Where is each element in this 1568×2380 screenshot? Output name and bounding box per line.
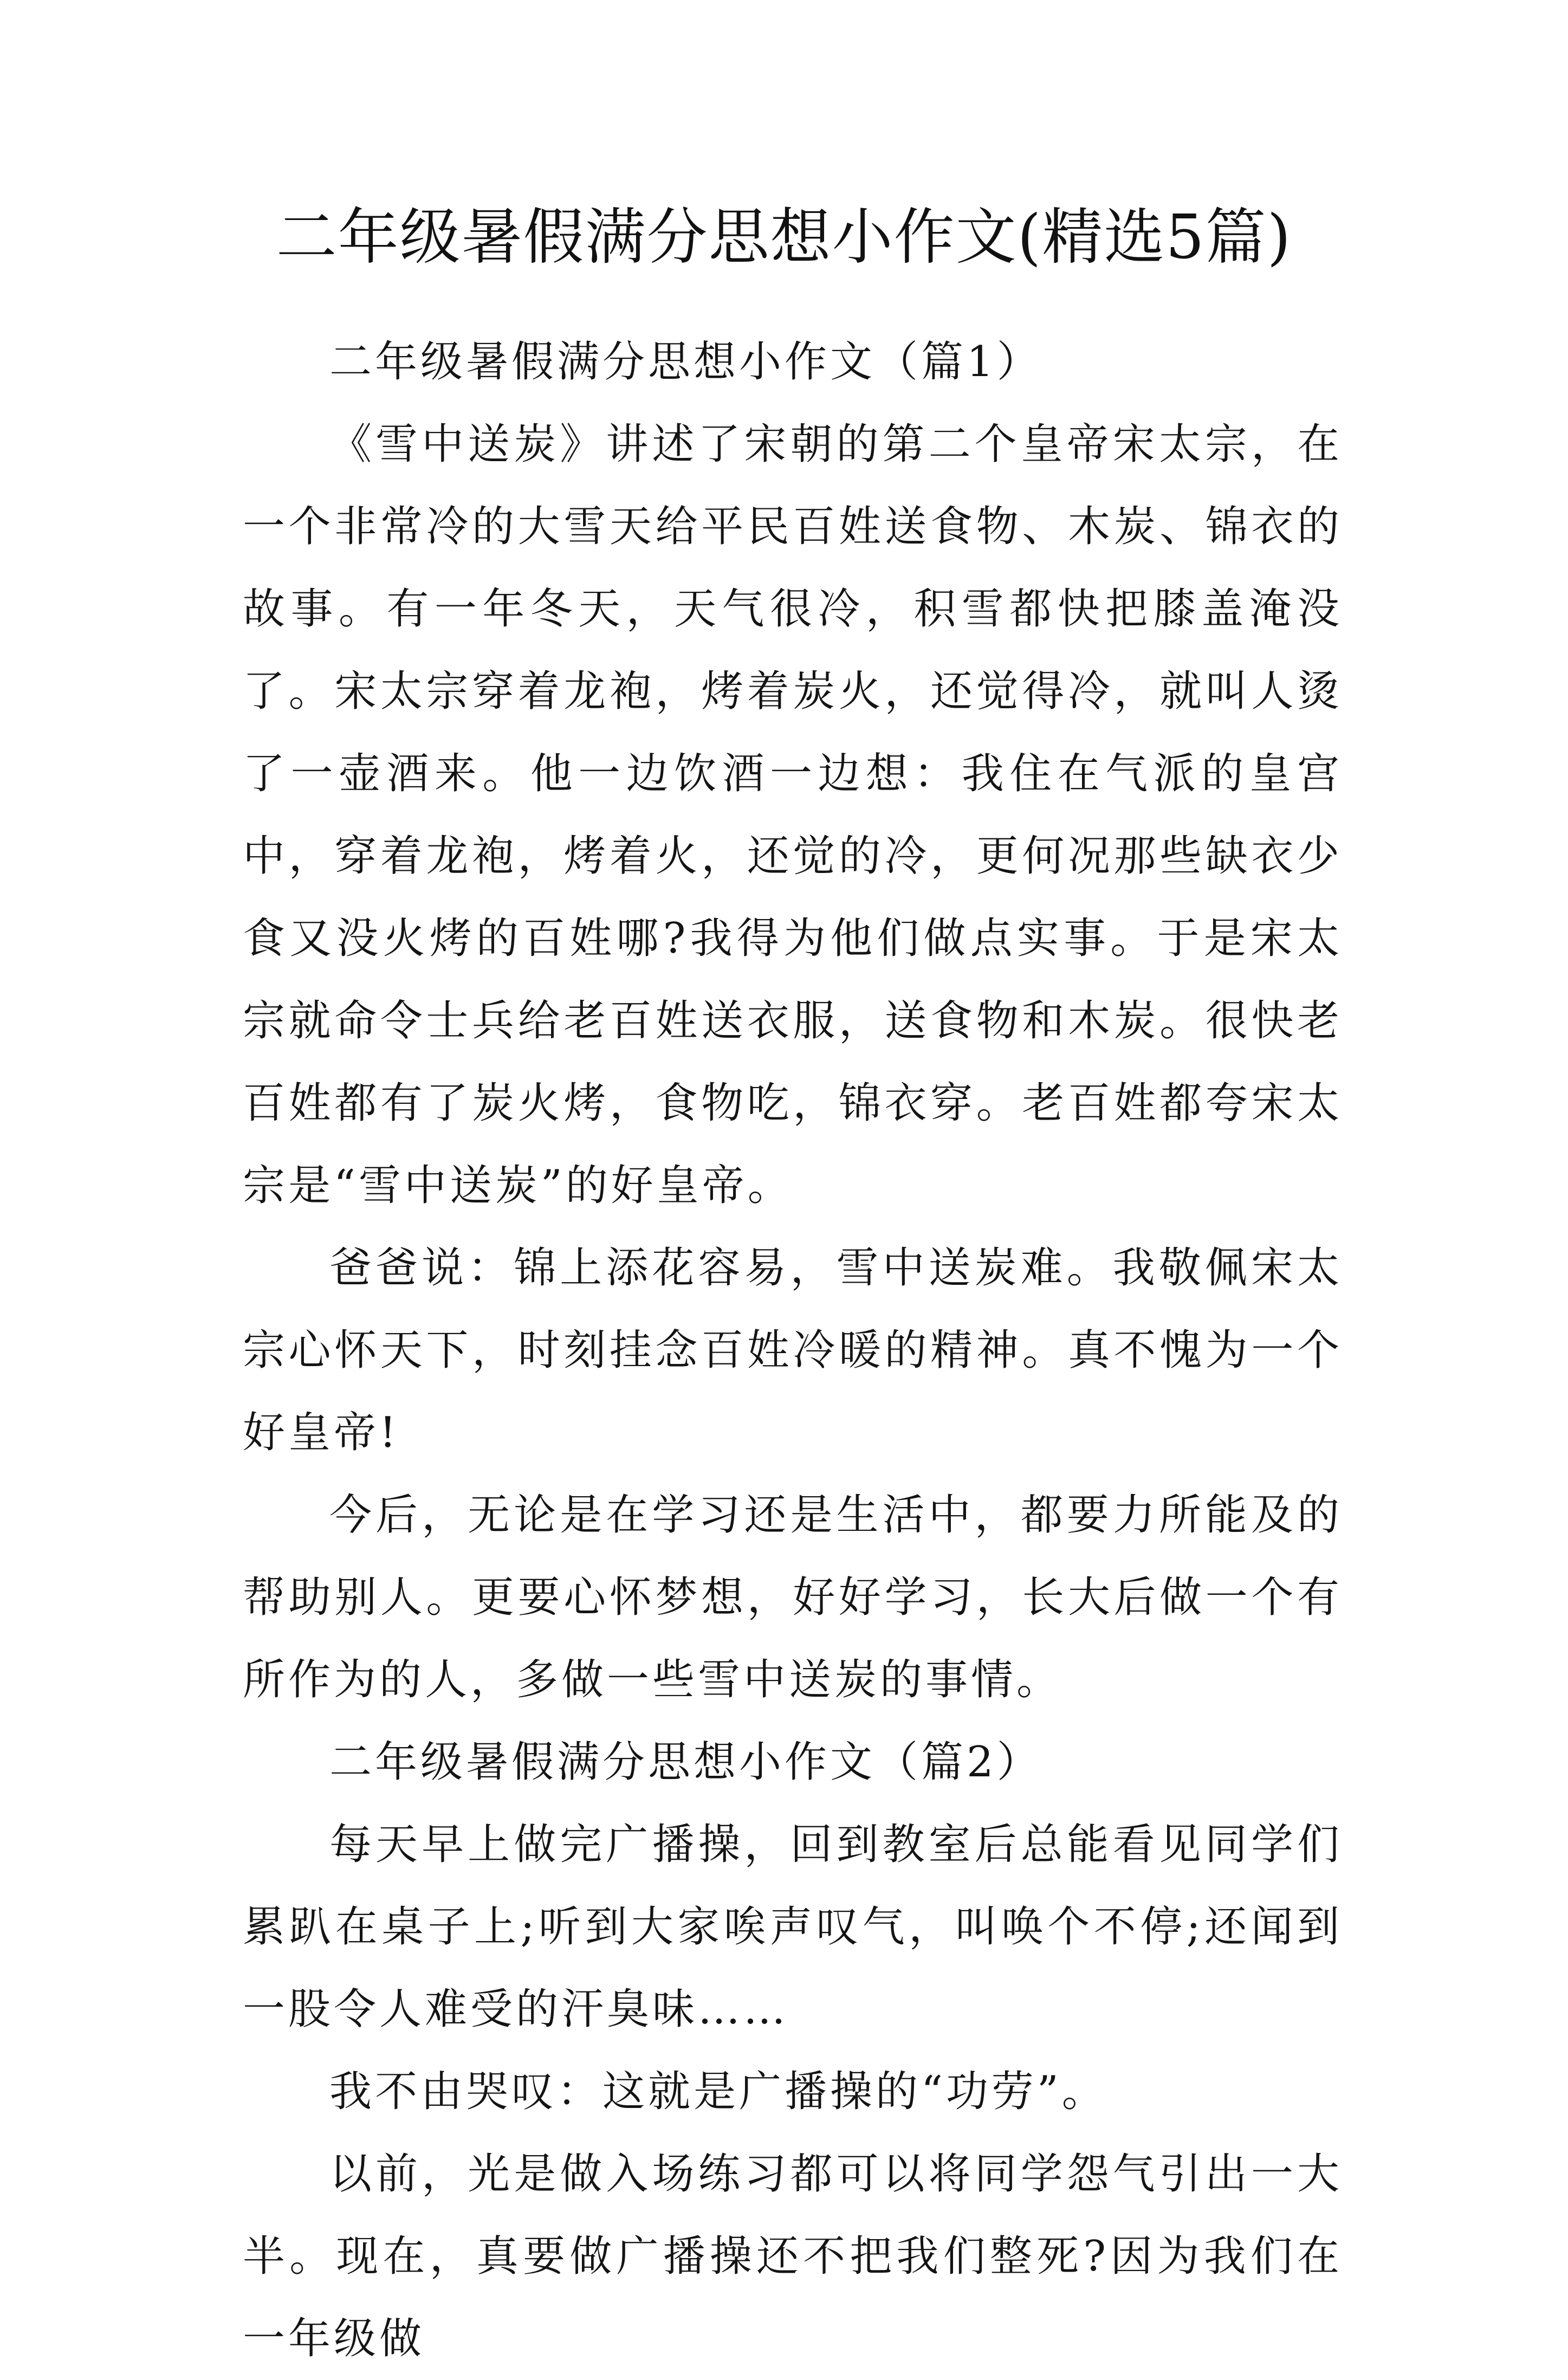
paragraph: 我不由哭叹：这就是广播操的“功劳”。 (329, 2067, 1107, 2116)
section-heading: 二年级暑假满分思想小作文（篇2） (329, 1738, 1042, 1787)
document-title: 二年级暑假满分思想小作文(精选5篇) (276, 202, 1292, 273)
paragraph: 《雪中送炭》讲述了宋朝的第二个皇帝宋太宗，在一个非常冷的大雪天给平民百姓送食物、木炭、锦衣的故事。有一年冬天，天气很冷，积雪都快把膝盖淹没了。宋太宗穿着龙袍，烤着炭火，还觉得冷，就叫人烫了一壶酒来。他一边饮酒一边想：我住在气派的皇宫中，穿着龙袍，烤着火，还觉的冷，更何况那些缺衣少食又没火烤的百姓哪?我得为他们做点实事。于是宋太宗就命令士兵给老百姓送衣服，送食物和木炭。很快老百姓都有了炭火烤，食物吃，锦衣穿。老百姓都夸宋太宗是“雪中送炭”的好皇帝。 (243, 420, 1343, 1210)
section-heading: 二年级暑假满分思想小作文（篇1） (329, 338, 1042, 386)
document-body (243, 321, 1343, 2380)
paragraph: 今后，无论是在学习还是生活中，都要力所能及的帮助别人。更要心怀梦想，好好学习，长大后做一个有所作为的人，多做一些雪中送炭的事情。 (243, 1491, 1343, 1704)
paragraph: 以前，光是做入场练习都可以将同学怨气引出一大半。现在，真要做广播操还不把我们整死?因为我们在一年级做 (243, 2150, 1343, 2363)
paragraph: 爸爸说：锦上添花容易，雪中送炭难。我敬佩宋太宗心怀天下，时刻挂念百姓冷暖的精神。真不愧为一个好皇帝! (243, 1244, 1343, 1457)
paragraph: 每天早上做完广播操，回到教室后总能看见同学们累趴在桌子上;听到大家唉声叹气，叫唤个不停;还闻到一股令人难受的汗臭味…… (243, 1820, 1343, 2034)
